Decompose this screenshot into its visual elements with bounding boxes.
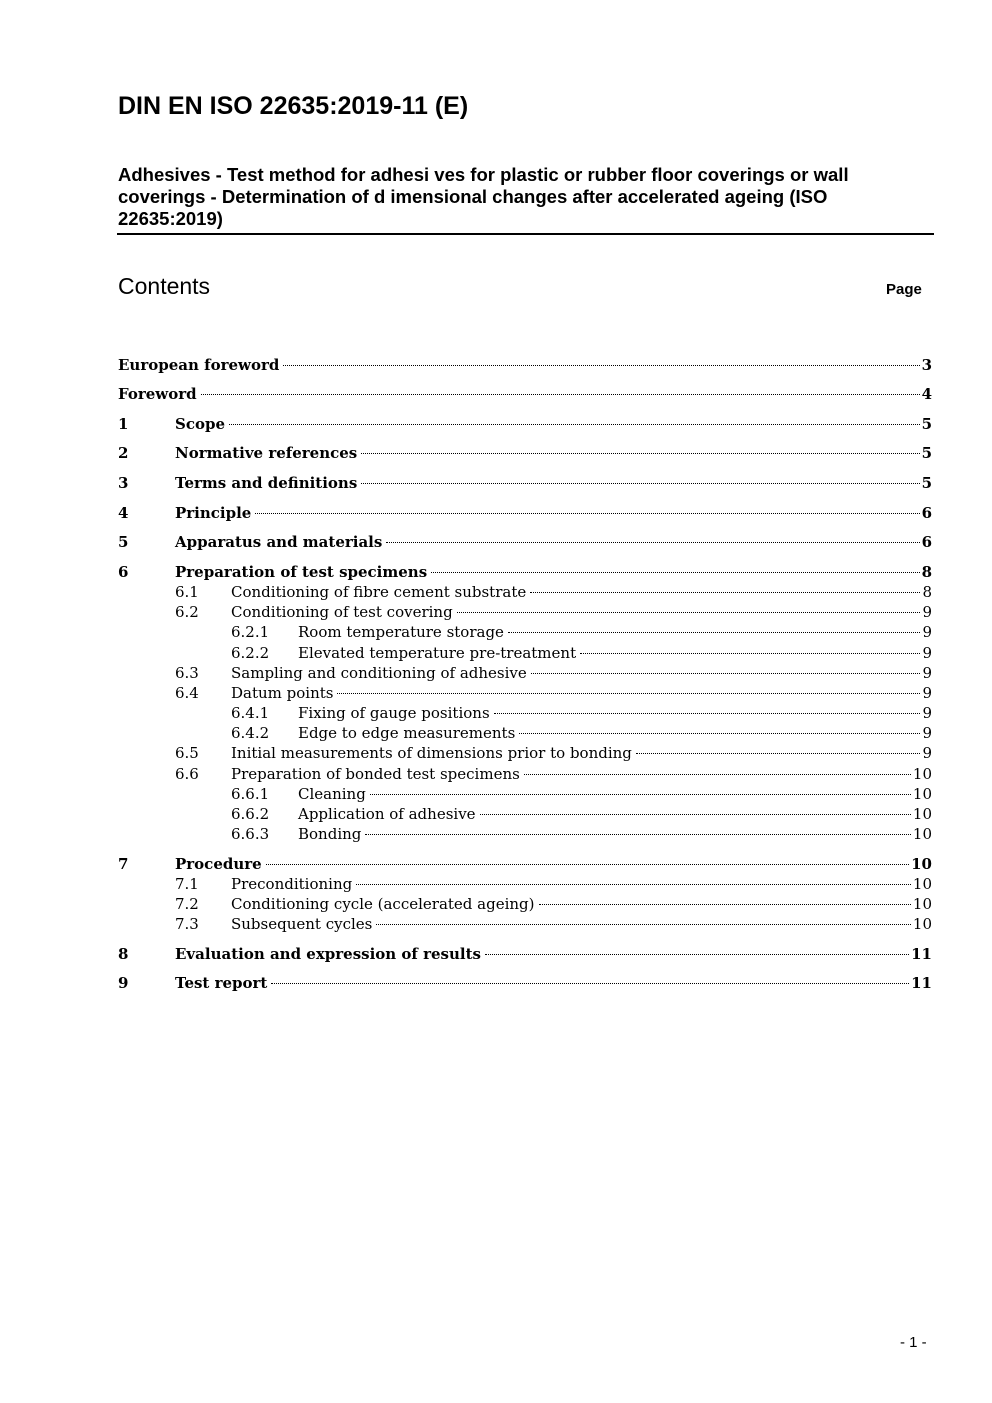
toc-entry-page: 10	[912, 785, 932, 803]
document-number: DIN EN ISO 22635:2019-11 (E)	[118, 92, 469, 120]
toc-entry-title: Bonding	[298, 825, 362, 843]
toc-dot-leader	[539, 904, 911, 905]
toc-entry-4[interactable]	[118, 504, 932, 526]
toc-entry-number: 6.3	[175, 664, 199, 682]
toc-dot-leader	[271, 983, 909, 984]
toc-entry-page: 9	[922, 684, 932, 702]
toc-entry-2[interactable]	[118, 444, 932, 466]
toc-entry-title: Apparatus and materials	[175, 533, 383, 551]
toc-dot-leader	[519, 733, 920, 734]
toc-entry-number: 6.1	[175, 583, 199, 601]
toc-entry-6-1[interactable]	[118, 583, 932, 605]
toc-entry-page: 10	[912, 765, 932, 783]
toc-entry-number: 7	[118, 855, 129, 873]
toc-entry-number: 3	[118, 474, 129, 492]
toc-dot-leader	[580, 653, 920, 654]
toc-entry-number: 6.4.2	[231, 724, 270, 742]
toc-entry-6-6-2[interactable]	[118, 805, 932, 827]
toc-entry-page: 11	[911, 974, 932, 992]
toc-entry-6-2-2[interactable]	[118, 644, 932, 666]
toc-entry-page: 6	[921, 533, 932, 551]
toc-entry-title: Initial measurements of dimensions prior to bonding	[231, 744, 632, 762]
toc-dot-leader	[431, 572, 919, 573]
toc-dot-leader	[531, 673, 921, 674]
toc-entry-6-2-1[interactable]	[118, 623, 932, 645]
toc-entry-title: Normative references	[175, 444, 358, 462]
toc-entry-5[interactable]	[118, 533, 932, 555]
toc-entry-title: Procedure	[175, 855, 262, 873]
toc-entry-page: 9	[922, 603, 932, 621]
toc-entry-6-2[interactable]	[118, 603, 932, 625]
toc-dot-leader	[485, 954, 909, 955]
toc-entry-title: Fixing of gauge positions	[298, 704, 490, 722]
toc-entry-number: 7.1	[175, 875, 199, 893]
toc-entry-9[interactable]	[118, 974, 932, 996]
document-title: Adhesives - Test method for adhesi ves for plastic or rubber floor coverings or wall coverings - Determination of d imensional changes after accelerated ageing (ISO 22635:2019)	[118, 164, 849, 229]
toc-dot-leader	[337, 693, 920, 694]
toc-entry-number: 1	[118, 415, 129, 433]
toc-entry-title: Conditioning of test covering	[231, 603, 453, 621]
toc-entry-page: 5	[921, 474, 932, 492]
toc-entry-1[interactable]	[118, 415, 932, 437]
toc-entry-title: Sampling and conditioning of adhesive	[231, 664, 527, 682]
toc-entry-page: 5	[921, 415, 932, 433]
contents-heading: Contents	[118, 273, 211, 299]
toc-entry-page: 10	[912, 825, 932, 843]
toc-entry-title: Cleaning	[298, 785, 366, 803]
title-divider	[117, 233, 934, 235]
toc-entry-7-1[interactable]	[118, 875, 932, 897]
toc-entry-title: Subsequent cycles	[231, 915, 373, 933]
toc-entry-title: Preconditioning	[231, 875, 353, 893]
footer-page-number: - 1 -	[900, 1334, 927, 1351]
toc-dot-leader	[361, 453, 919, 454]
toc-entry-page: 6	[921, 504, 932, 522]
toc-dot-leader	[266, 864, 909, 865]
toc-entry-page: 9	[922, 623, 932, 641]
toc-entry-number: 2	[118, 444, 129, 462]
toc-dot-leader	[480, 814, 911, 815]
toc-entry-page: 9	[922, 704, 932, 722]
toc-entry-page: 10	[911, 855, 932, 873]
toc-entry-title: Preparation of bonded test specimens	[231, 765, 520, 783]
toc-entry-page: 3	[921, 356, 932, 374]
toc-entry-6-5[interactable]	[118, 744, 932, 766]
toc-entry-title: Elevated temperature pre-treatment	[298, 644, 577, 662]
toc-entry-title: Scope	[175, 415, 226, 433]
toc-entry-7[interactable]	[118, 855, 932, 877]
toc-entry-number: 6.2.1	[231, 623, 270, 641]
toc-entry-number: 6.2	[175, 603, 199, 621]
toc-entry-page: 10	[912, 875, 932, 893]
toc-entry-3[interactable]	[118, 474, 932, 496]
toc-entry-title: Conditioning of fibre cement substrate	[231, 583, 527, 601]
toc-entry-number: 6.6.2	[231, 805, 270, 823]
toc-dot-leader	[370, 794, 911, 795]
toc-dot-leader	[365, 834, 911, 835]
toc-entry-number: 6.2.2	[231, 644, 270, 662]
toc-dot-leader	[494, 713, 921, 714]
page-column-heading: Page	[886, 281, 922, 298]
toc-entry-title: Test report	[175, 974, 268, 992]
toc-entry-page: 5	[921, 444, 932, 462]
toc-entry-page: 9	[922, 644, 932, 662]
toc-entry-page: 10	[912, 895, 932, 913]
toc-dot-leader	[283, 365, 919, 366]
toc-entry-7-2[interactable]	[118, 895, 932, 917]
toc-entry-title: Application of adhesive	[298, 805, 476, 823]
toc-entry-page: 8	[921, 563, 932, 581]
toc-entry-6[interactable]	[118, 563, 932, 585]
toc-entry-6-3[interactable]	[118, 664, 932, 686]
toc-dot-leader	[508, 632, 921, 633]
toc-entry-number: 6.6.3	[231, 825, 270, 843]
toc-entry-number: 6.6	[175, 765, 199, 783]
toc-dot-leader	[530, 592, 920, 593]
toc-entry-page: 10	[912, 915, 932, 933]
toc-entry-7-3[interactable]	[118, 915, 932, 937]
toc-entry-european-foreword[interactable]	[118, 356, 932, 378]
toc-entry-page: 11	[911, 945, 932, 963]
toc-entry-page: 4	[921, 385, 932, 403]
toc-entry-6-6[interactable]	[118, 765, 932, 787]
toc-entry-number: 8	[118, 945, 129, 963]
toc-dot-leader	[524, 774, 911, 775]
toc-entry-number: 6	[118, 563, 129, 581]
toc-entry-page: 9	[922, 664, 932, 682]
toc-entry-title: Evaluation and expression of results	[175, 945, 481, 963]
toc-entry-6-4-1[interactable]	[118, 704, 932, 726]
toc-entry-number: 9	[118, 974, 129, 992]
toc-entry-title: Preparation of test specimens	[175, 563, 428, 581]
toc-dot-leader	[255, 513, 919, 514]
toc-entry-title: Edge to edge measurements	[298, 724, 516, 742]
toc-entry-number: 7.3	[175, 915, 199, 933]
toc-entry-number: 6.4	[175, 684, 199, 702]
toc-dot-leader	[356, 884, 911, 885]
toc-dot-leader	[457, 612, 921, 613]
toc-dot-leader	[376, 924, 911, 925]
toc-entry-title: Foreword	[118, 385, 197, 403]
toc-dot-leader	[386, 542, 919, 543]
toc-entry-number: 5	[118, 533, 129, 551]
toc-entry-number: 6.5	[175, 744, 199, 762]
toc-entry-page: 10	[912, 805, 932, 823]
toc-entry-number: 6.6.1	[231, 785, 270, 803]
toc-entry-page: 9	[922, 744, 932, 762]
toc-entry-title: Datum points	[231, 684, 334, 702]
toc-entry-6-4-2[interactable]	[118, 724, 932, 746]
toc-dot-leader	[361, 483, 919, 484]
toc-entry-title: Conditioning cycle (accelerated ageing)	[231, 895, 535, 913]
toc-entry-6-4[interactable]	[118, 684, 932, 706]
toc-entry-number: 7.2	[175, 895, 199, 913]
toc-dot-leader	[636, 753, 921, 754]
toc-entry-page: 9	[922, 724, 932, 742]
toc-entry-number: 4	[118, 504, 129, 522]
toc-entry-number: 6.4.1	[231, 704, 270, 722]
toc-entry-page: 8	[922, 583, 932, 601]
toc-entry-foreword[interactable]	[118, 385, 932, 407]
toc-dot-leader	[229, 424, 920, 425]
toc-entry-title: Room temperature storage	[298, 623, 504, 641]
toc-entry-6-6-1[interactable]	[118, 785, 932, 807]
toc-entry-title: European foreword	[118, 356, 280, 374]
toc-entry-6-6-3[interactable]	[118, 825, 932, 847]
toc-entry-title: Terms and definitions	[175, 474, 358, 492]
toc-dot-leader	[201, 394, 920, 395]
toc-entry-title: Principle	[175, 504, 252, 522]
toc-entry-8[interactable]	[118, 945, 932, 967]
